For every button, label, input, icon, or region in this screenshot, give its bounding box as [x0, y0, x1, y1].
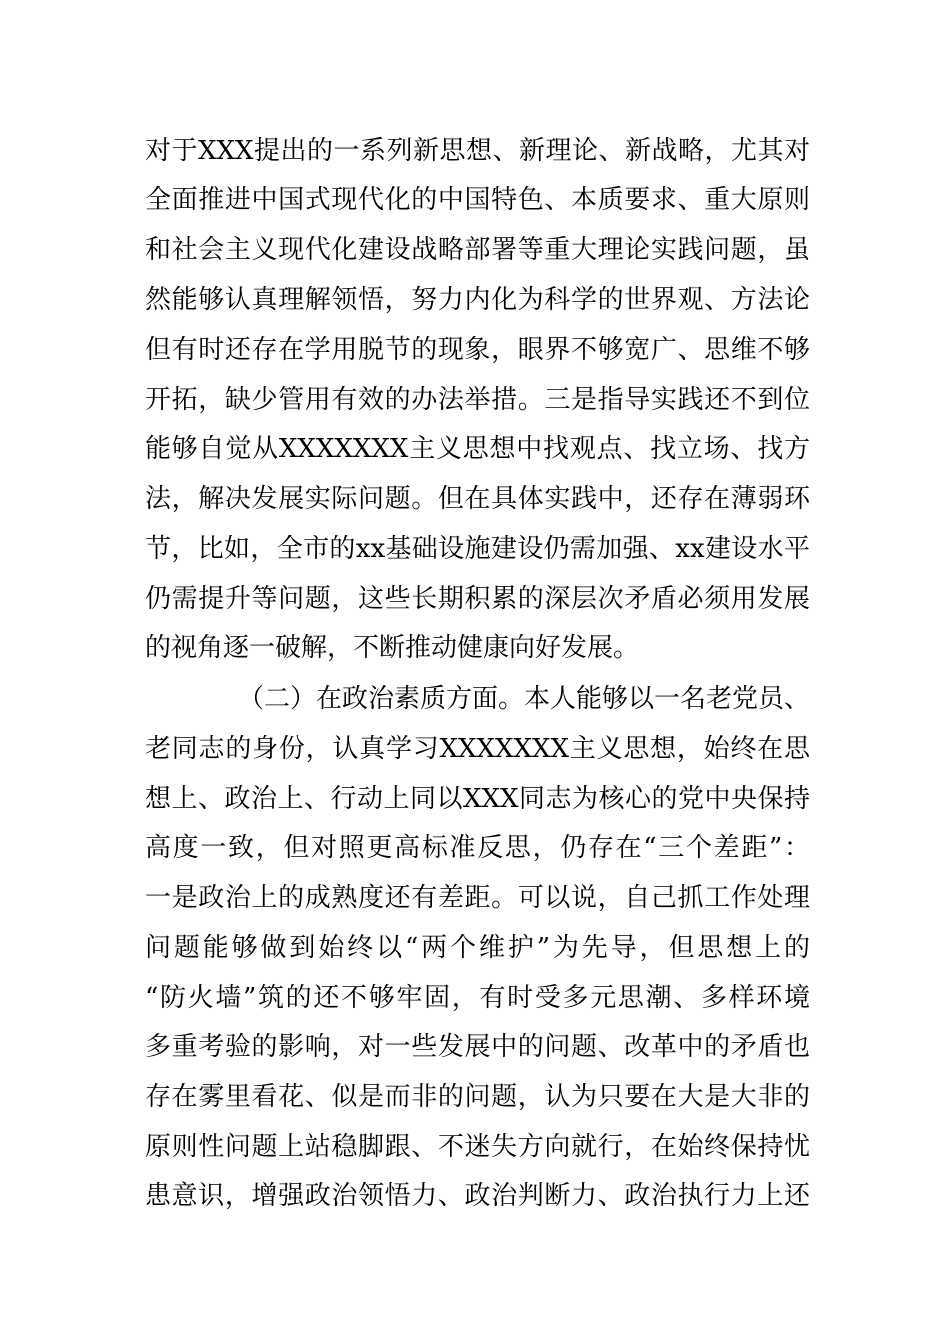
- paragraph-line-9: 节，比如，全市的xx基础设施建设仍需加强、xx建设水平: [145, 534, 810, 564]
- paragraph-line-1: 对于XXX提出的一系列新思想、新理论、新战略，尤其对: [145, 136, 810, 166]
- paragraph-line-15: 高度一致，但对照更高标准反思，仍存在“三个差距”：: [145, 833, 810, 863]
- paragraph-line-5: 但有时还存在学用脱节的现象，眼界不够宽广、思维不够: [145, 335, 810, 365]
- paragraph-line-21: 原则性问题上站稳脚跟、不迷失方向就行，在始终保持忧: [145, 1132, 810, 1162]
- paragraph-line-17: 问题能够做到始终以“两个维护”为先导，但思想上的: [145, 933, 810, 963]
- paragraph-line-14: 想上、政治上、行动上同以XXX同志为核心的党中央保持: [145, 784, 810, 814]
- paragraph-line-16: 一是政治上的成熟度还有差距。可以说，自己抓工作处理: [145, 883, 810, 913]
- paragraph-line-18: “防火墙”筑的还不够牢固，有时受多元思潮、多样环境: [145, 983, 810, 1013]
- paragraph-line-22: 患意识，增强政治领悟力、政治判断力、政治执行力上还: [145, 1181, 810, 1211]
- paragraph-line-8: 法，解决发展实际问题。但在具体实践中，还存在薄弱环: [145, 484, 810, 514]
- paragraph-line-7: 能够自觉从XXXXXXX主义思想中找观点、找立场、找方: [145, 434, 810, 464]
- section-heading-line: （二）在政治素质方面。本人能够以一名老党员、: [238, 684, 811, 714]
- paragraph-line-6: 开拓，缺少管用有效的办法举措。三是指导实践还不到位: [145, 385, 810, 415]
- paragraph-line-20: 存在雾里看花、似是而非的问题，认为只要在大是大非的: [145, 1082, 810, 1112]
- paragraph-line-4: 然能够认真理解领悟，努力内化为科学的世界观、方法论: [145, 285, 810, 315]
- paragraph-line-2: 全面推进中国式现代化的中国特色、本质要求、重大原则: [145, 185, 810, 215]
- paragraph-line-3: 和社会主义现代化建设战略部署等重大理论实践问题，虽: [145, 235, 810, 265]
- paragraph-line-19: 多重考验的影响，对一些发展中的问题、改革中的矛盾也: [145, 1032, 810, 1062]
- paragraph-line-13: 老同志的身份，认真学习XXXXXXX主义思想，始终在思: [145, 734, 810, 764]
- paragraph-line-10: 仍需提升等问题，这些长期积累的深层次矛盾必须用发展: [145, 584, 810, 614]
- paragraph-line-11: 的视角逐一破解，不断推动健康向好发展。: [145, 633, 640, 663]
